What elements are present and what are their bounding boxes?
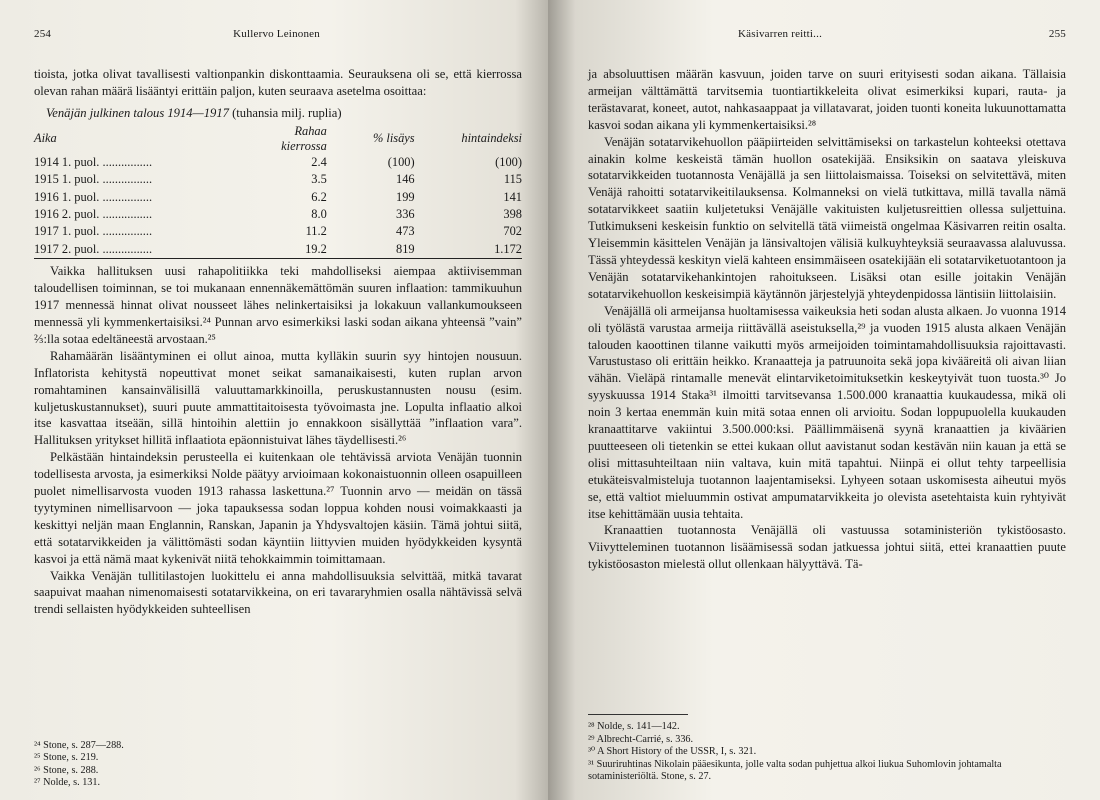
table-cell: 1916 2. puol. ................ <box>34 207 153 222</box>
table-header-hintaindeksi: hintaindeksi <box>461 131 522 146</box>
table-row <box>34 189 522 206</box>
right-paragraph-1: ja absoluuttisen määrän kasvuun, joiden tarve on suuri erityisesti sodan aikana. Tällaisia armeijan välttämättä tarvitsemia tuontiartikkeleita olivat esimerkiksi kupari, rauta- ja terästavarat, koneet, autot, nahkasaappaat ja villatavarat, joiden tuonti koneita lukuunottamatta kasvoi sodan aikana yli kymmenkertaisiksi.²⁸ <box>588 67 1066 132</box>
footnote-30: ³⁰ A Short History of the USSR, I, s. 321. <box>588 746 757 758</box>
left-running-head <box>34 28 522 40</box>
table-cell: 1.172 <box>415 241 522 259</box>
table-cell: 398 <box>503 207 522 222</box>
table-caption-unit: (tuhansia milj. ruplia) <box>228 105 342 120</box>
right-footnotes <box>588 714 1066 784</box>
footnote-rule <box>588 714 688 715</box>
table-row <box>34 206 522 223</box>
right-running-head <box>588 28 1066 40</box>
table-header-lisays: % lisäys <box>372 131 415 146</box>
table-cell: 199 <box>396 189 415 204</box>
right-paragraph-3: Venäjällä oli armeijansa huoltamisessa vaikeuksia heti sodan alusta alkaen. Jo vuonna 1914 oli työlästä varustaa armeija riittävällä aseistuksella,²⁹ ja vuoden 1915 alusta alkaen Venäjän talouden kaoottinen tilanne vaikutti myös armeijoiden toimintamahdollisuuksia rajoittavasti. Varustustaso oli erittäin heikko. Kranaatteja ja patruunoita sekä jopa kivääreitä oli aivan liian vähän. Vieläpä rintamalle menevät elintarviketoimituksetkin keskeytyivät tuon tuosta.³⁰ Jo syyskuussa 1914 Staka³¹ ilmoitti tarvitsevansa 1.500.000 kranaattia kuukaudessa, mikä oli noin 3 kertaa enemmän kuin mitä sotaa ennen oli arvioitu. Sodan loppupuolella kuukauden kranaattitarve vakiintui 3.500.000:ksi. Päällimmäisenä syynä kranaattien ja kiväärien puutteeseen oli tietenkin se ettei kukaan ollut aavistanut sodan kestävän niin kauan ja että se olisi mittasuhteiltaan niin valtava, kuin mitä tapahtui. Niinpä ei ollut tehty tarpeellisia etukäteisvalmisteluja tuotannon laajentamiseksi. Lyhyeen sotaan uskomisesta aiheutui myös se, että valtiot mieluummin ostivat ampumatarvikkeita jo olevista asetehtaista kuin ryhtyivät itse kehittämään uusia tehtaita. <box>588 303 1066 521</box>
left-paragraph-4: Vaikka Venäjän tullitilastojen luokittelu ei anna mahdollisuuksia selvittää, mitkä tavarat saapuivat maahan nimenomaisesti sotatarvikkeina, on eri tavararyhmien osalla nähtävissä selvä trendi sellaisten hyödykkeiden suhteellisen <box>34 568 522 617</box>
table-cell: 1916 1. puol. ................ <box>34 189 153 204</box>
footnote-24: ²⁴ Stone, s. 287—288. <box>34 739 124 751</box>
table-cell: 473 <box>396 224 415 239</box>
footnote-29: ²⁹ Albrecht-Carrié, s. 336. <box>588 733 694 745</box>
table-cell: (100) <box>495 154 522 169</box>
table-cell: 1917 1. puol. ................ <box>34 224 153 239</box>
table-cell: 336 <box>396 207 415 222</box>
table-header-rahaa: Rahaa kierrossa <box>281 123 327 153</box>
table-cell: 1914 1. puol. ................ <box>34 154 153 169</box>
table-cell: 3.5 <box>311 172 327 187</box>
table-cell: 19.2 <box>249 241 327 259</box>
table-cell: 141 <box>503 189 522 204</box>
table-row <box>34 223 522 240</box>
left-intro-paragraph: tioista, jotka olivat tavallisesti valtionpankin diskonttaamia. Seurauksena oli se, että kierrossa olevan rahan määrä lisääntyi erittäin paljon, kuten seuraava asetelma osoittaa: <box>34 67 522 98</box>
table-cell: 6.2 <box>311 189 327 204</box>
table-cell: 1915 1. puol. ................ <box>34 172 153 187</box>
footnote-25: ²⁵ Stone, s. 219. <box>34 752 99 764</box>
left-paragraph-1: Vaikka hallituksen uusi rahapolitiikka teki mahdolliseksi aiempaa aktiivisemman taloudellisen toiminnan, se toi mukanaan ennennäkemättömän suuren inflaation: tammikuuhun 1917 mennessä hinnat olivat nousseet lähes nelinkertaisiksi ja lokakuun vallankumoukseen mennessä yli kymmenkertaisiksi.²⁴ Punnan arvo esimerkiksi laski sodan aikana yhteensä ”vain” ⅔:lla sotaa edeltäneestä arvostaan.²⁵ <box>34 264 522 346</box>
left-paragraph-2: Rahamäärän lisääntyminen ei ollut ainoa, mutta kylläkin suurin syy hintojen nousuun. Inflatorista kehitystä nopeuttivat monet seikat samanaikaisesti, kuten ruplan arvon romahtaminen kansainvälisillä valuuttamarkkinoilla, peruskustannusten nousu (esim. kuljetuskustannukset), suuri puute ammattitaitoisesta työvoimasta jne. Lopulta inflaatio alkoi itse kasvattaa itseään, sillä hintoihin alettiin jo ennakkoon sisällyttää ”inflaation vara”. Hallituksen yritykset hillitä inflaatiota epäonnistuivat lähes täydellisesti.²⁶ <box>34 348 522 448</box>
table-row <box>34 241 522 259</box>
table-caption-title: Venäjän julkinen talous 1914—1917 <box>46 105 229 120</box>
table-cell: 115 <box>503 172 522 187</box>
table-row <box>34 171 522 188</box>
table-cell: 2.4 <box>311 154 327 169</box>
running-head-chapter: Käsivarren reitti... <box>738 28 823 40</box>
table-caption <box>46 105 522 122</box>
table-cell: 702 <box>503 224 522 239</box>
table-cell: 11.2 <box>305 224 327 239</box>
page-number-right: 255 <box>1048 28 1066 40</box>
footnote-27: ²⁷ Nolde, s. 131. <box>34 777 101 789</box>
table-cell: 8.0 <box>311 207 327 222</box>
table-cell: (100) <box>387 154 415 169</box>
table-cell: 819 <box>327 241 415 259</box>
right-page <box>548 0 1100 800</box>
left-paragraph-3: Pelkästään hintaindeksin perusteella ei kuitenkaan ole tehtävissä arviota Venäjän tuonnin todellisesta arvosta, ja esimerkiksi Nolde päätyy arvioimaan kokonaistuonnin olleen osapuilleen puolet nimellisarvosta vuoden 1913 rahassa laskettuna.²⁷ Tuonnin arvo — meidän on tässä tyytyminen nimellisarvoon — joka tapauksessa sodan loppua kohden nousi voimakkaasti ja keskittyi neljän maan Englannin, Ranskan, Japanin ja Yhdysvaltojen käsiin. Tämä johtui siitä, että sotatarvikkeiden ja välittömästi sodan käyntiin liittyvien muiden hyödykkeiden kysyntä kasvoi ja että nämä maat kykenivät niitä tehokkaimmin toimittamaan. <box>34 450 522 566</box>
footnote-26: ²⁶ Stone, s. 288. <box>34 764 99 776</box>
right-paragraph-4: Kranaattien tuotannosta Venäjällä oli vastuussa sotaministeriön tykistöosasto. Viivytteleminen tuotannon lisäämisessä sodan jatkuessa johtui siitä, ettei kranaattien puute tykistöosaston mielestä ollut ollenkaan hälyyttävä. Tä- <box>588 523 1066 572</box>
table-cell: 146 <box>396 172 415 187</box>
footnote-31: ³¹ Suuriruhtinas Nikolain pääesikunta, jolle valta sodan puhjettua alkoi liukua Suhomlovin johtamalta sotaministeriöltä. Stone, s. 27. <box>588 758 1002 783</box>
left-footnotes <box>34 740 524 790</box>
page-number-left: 254 <box>34 28 52 40</box>
footnote-28: ²⁸ Nolde, s. 141—142. <box>588 721 680 733</box>
money-supply-table <box>34 124 522 259</box>
left-page <box>0 0 548 800</box>
table-row <box>34 154 522 171</box>
running-head-author: Kullervo Leinonen <box>233 28 320 40</box>
table-header-aika: Aika <box>34 131 57 146</box>
table-cell: 1917 2. puol. ................ <box>34 241 249 259</box>
right-paragraph-2: Venäjän sotatarvikehuollon pääpiirteiden selvittämiseksi on tarkastelun kohteeksi otettava ainakin kolme keskeistä tämän huollon osatekijää. Ensiksikin on saatava yleiskuva sotatarvikkeiden tuotannosta Venäjällä ja sen liittolaismaissa. Toiseksi on selvitettävä, miten Venäjä rahoitti sotatarvikeitilauksensa. Kolmanneksi on vielä tutkittava, millä tavalla nämä sotatarvikkeet saatiin kuljetetuksi Venäjälle vakituisten kuljetusreittien ollessa suljettuina. Tutkimukseni keskeisin funktio on selvitellä tätä viimeistä ongelmaa Käsivarren reitin osalta. Yleisemmin käsittelen Venäjän ja länsivaltojen välisiä kulkuyhteyksiä seuraavassa alaluvussa. Tässä yhteydessä keskityn vielä kahteen ensimmäiseen osatekijään eli sotatarviketuotantoon ja Venäjän sotatarvikehankintojen rahoitukseen. Lisäksi otan esille joitakin Venäjän sotatarvikehuollon keskeisimpiä käytännön järjestelyjä yhteydenpidossa läntisiin liittolaisiin. <box>588 134 1066 301</box>
